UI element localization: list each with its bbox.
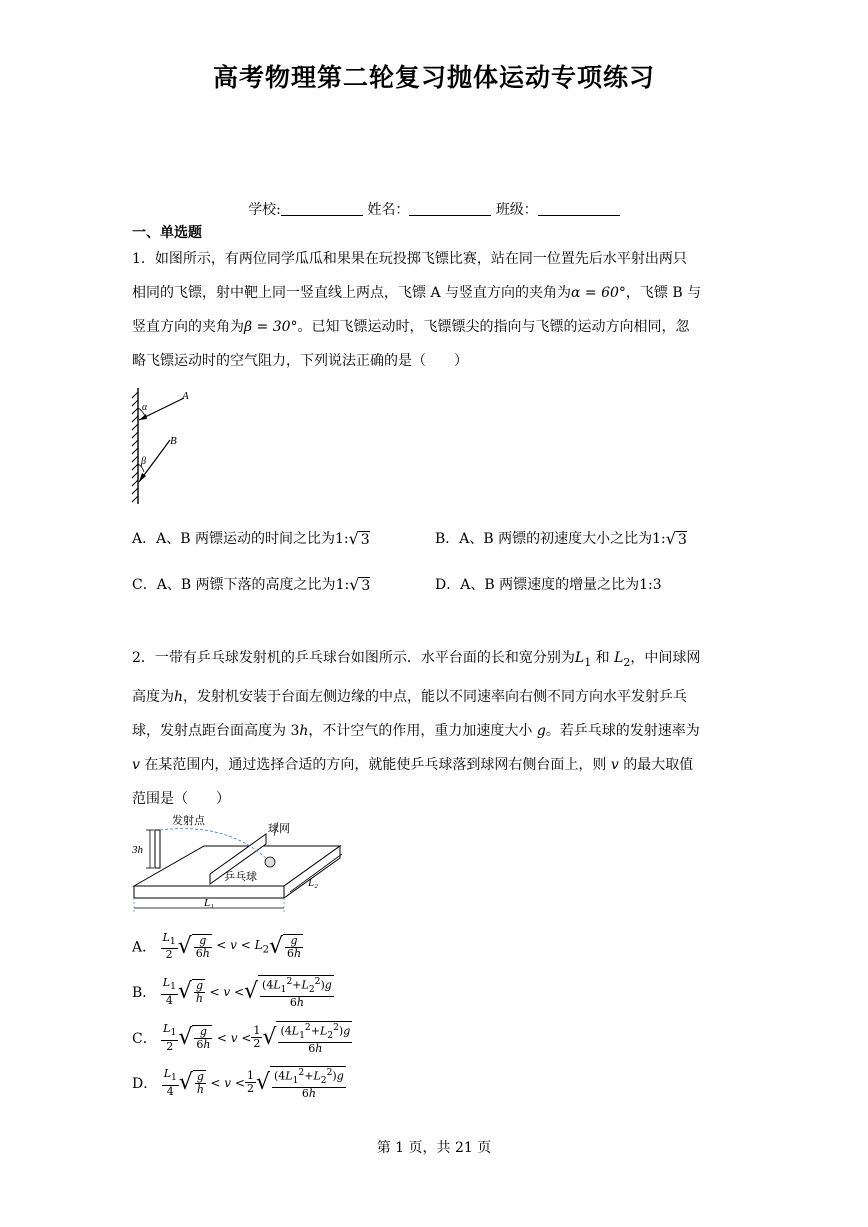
section-heading: 一、单选题 — [132, 225, 202, 241]
label-alpha: α — [142, 402, 148, 413]
q2-line-5: 范围是（ ） — [132, 790, 230, 807]
ball — [265, 857, 275, 867]
q2-option-b[interactable]: B． $\frac{L_1}{4}$ √ $\frac{g}{h}$ < v <√ $\frac{(4L_1^2+L_2^2)g}{6h}$ — [132, 976, 332, 1009]
q1-line-1: 1．如图所示，有两位同学瓜瓜和果果在玩投掷飞镖比赛，站在同一位置先后水平射出两只 — [132, 251, 687, 267]
dart-board-figure — [126, 384, 206, 508]
page-footer: 第 1 页，共 21 页 — [376, 1140, 492, 1156]
label-a: A — [182, 390, 189, 402]
ball-label: 乒乓球 — [224, 870, 257, 883]
school-blank[interactable] — [281, 201, 363, 216]
question-2-text — [132, 641, 738, 816]
q2-line-4: v 在某范围内，通过选择合适的方向，就能使乒乓球落到球网右侧台面上，则 v 的最大取值 — [132, 756, 694, 773]
q1-line-4: 略飞镖运动时的空气阻力，下列说法正确的是（ ） — [132, 353, 468, 369]
q1-option-c[interactable]: C．A、B 两镖下落的高度之比为1:√ 3 — [132, 575, 371, 594]
question-1-text — [132, 242, 738, 378]
q1-option-a[interactable]: A．A、B 两镖运动的时间之比为1:√ 3 — [132, 529, 370, 548]
name-blank[interactable] — [409, 201, 491, 216]
school-label: 学校: — [248, 202, 281, 218]
launch-label: 发射点 — [172, 814, 205, 827]
ping-pong-table-figure — [128, 812, 346, 918]
name-label: 姓名： — [367, 202, 410, 218]
net-label: 球网 — [268, 822, 290, 835]
q2-option-d[interactable]: D． $\frac{L_1}{4}$ √ $\frac{g}{h}$ < v < $\frac{1}{2}$ √ $\frac{(4L_1^2+L_2^2)g}{6h}$ — [132, 1067, 344, 1100]
q1-line-2: 相同的飞镖，射中靶上同一竖直线上两点，飞镖 A 与竖直方向的夹角为α = 60°，飞镖 B 与 — [132, 285, 702, 301]
l2-label: L₂ — [308, 877, 318, 889]
label-b: B — [170, 435, 177, 447]
q2-option-c[interactable]: C． $\frac{L_1}{2}$ √ $\frac{g}{6h}$ < v < $\frac{1}{2}$ √ $\frac{(4L_1^2+L_2^2)g}{6h}$ — [132, 1022, 351, 1055]
q1-option-d[interactable]: D．A、B 两镖速度的增量之比为1:3 — [435, 577, 662, 593]
q1-line-3: 竖直方向的夹角为β = 30°。已知飞镖运动时，飞镖镖尖的指向与飞镖的运动方向相同，忽 — [132, 319, 690, 335]
page-title: 高考物理第二轮复习抛体运动专项练习 — [212, 63, 655, 92]
q2-line-3: 球，发射点距台面高度为 3h，不计空气的作用，重力加速度大小 g。若乒乓球的发射速率为 — [132, 722, 700, 739]
label-beta: β — [141, 456, 146, 467]
class-blank[interactable] — [538, 201, 620, 216]
alpha-equation: α = 60° — [571, 285, 626, 301]
launcher-post — [155, 830, 160, 868]
q1-option-b[interactable]: B．A、B 两镖的初速度大小之比为1:√ 3 — [435, 529, 687, 548]
q2-option-a[interactable]: A． $\frac{L_1}{2}$ √ $\frac{g}{6h}$ < $v < L_2√$ $\frac{g}{6h}$ — [132, 931, 302, 962]
q2-line-2: 高度为h，发射机安装于台面左侧边缘的中点，能以不同速率向右侧不同方向水平发射乒乓 — [132, 688, 688, 705]
beta-equation: β = 30° — [244, 319, 298, 335]
q2-line-1: 2．一带有乒乓球发射机的乒乓球台如图所示．水平台面的长和宽分别为$L_1$ 和 $L_2$，中间球网 — [132, 650, 701, 669]
height-label: 3h — [132, 844, 143, 856]
l1-label: L₁ — [204, 897, 214, 909]
student-info-line — [0, 199, 868, 219]
class-label: 班级： — [495, 202, 538, 218]
